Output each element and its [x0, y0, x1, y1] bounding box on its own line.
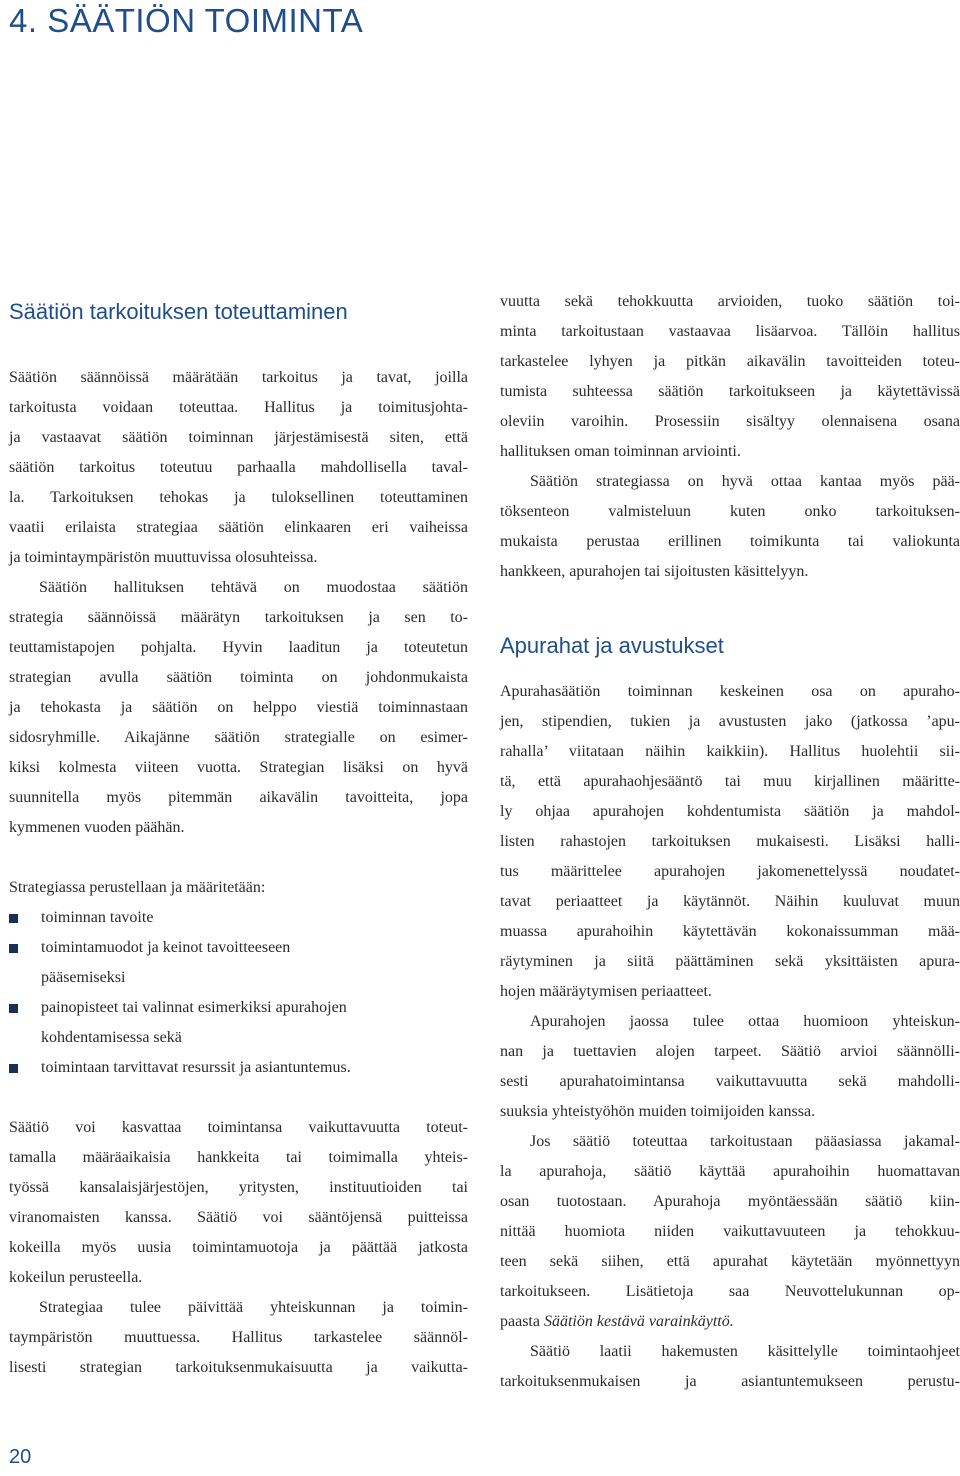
text-line: säätiön tarkoitus toteutuu parhaalla mahdollisella taval- — [9, 459, 468, 476]
text-line: rahalla’ viitataan näihin kaikkiin). Hallitus huolehtii sii- — [500, 743, 960, 760]
text-line: Säätiö voi kasvattaa toimintansa vaikuttavuutta toteut- — [9, 1119, 468, 1136]
text-line: teuttamistapojen pohjalta. Hyvin laaditun ja toteutetun — [9, 639, 468, 656]
text-line: tarkoitukseen. Lisätietoja saa Neuvottelukunnan op- — [500, 1283, 960, 1300]
section-heading: Apurahat ja avustukset — [500, 633, 724, 658]
bullet-square-icon — [9, 944, 18, 953]
text-line: sidosryhmille. Aikajänne säätiön strategialle on esimer- — [9, 729, 468, 746]
text-line: suuksia yhteistyöhön muiden toimijoiden kanssa. — [500, 1103, 816, 1120]
text-line — [500, 1307, 960, 1337]
text-line: tarkoituksenmukaisen ja asiantuntemukseen perustu- — [500, 1373, 960, 1390]
text-line: tumista suhteessa säätiön tarkoitukseen ja käytettävissä — [500, 383, 960, 400]
text-line: tarkoitusta voidaan toteuttaa. Hallitus ja toimitusjohta- — [9, 399, 468, 416]
text-line: ly ohjaa apurahojen kohdentumista säätiön ja mahdol- — [500, 803, 960, 820]
chapter-title: 4. SÄÄTIÖN TOIMINTA — [9, 2, 364, 39]
text-line: lisesti strategian tarkoituksenmukaisuutta ja vaikutta- — [9, 1359, 468, 1376]
text-line: la. Tarkoituksen tehokas ja tuloksellinen toteuttaminen — [9, 489, 468, 506]
text-line: Jos säätiö toteuttaa tarkoitustaan pääasiassa jakamal- — [530, 1133, 960, 1150]
text-line: nittää huomiota niiden vaikuttavuuteen ja tehokkuu- — [500, 1223, 960, 1240]
text-line: mukaista perustaa erillinen toimikunta tai valiokunta — [500, 533, 960, 550]
text-line: la apurahoja, säätiö käyttää apurahoihin huomattavan — [500, 1163, 960, 1180]
text-line: ja vastaavat säätiön toiminnan järjestämisestä siten, että — [9, 429, 468, 446]
list-item-text: pääsemiseksi — [41, 969, 126, 986]
text-line: Apurahojen jaossa tulee ottaa huomioon yhteiskun- — [530, 1013, 960, 1030]
bullet-list — [9, 903, 468, 1083]
text-line: kiksi kolmesta viiteen vuotta. Strategian lisäksi on hyvä — [9, 759, 468, 776]
paragraph — [9, 1293, 468, 1383]
list-item-text: toimintaan tarvittavat resurssit ja asiantuntemus. — [41, 1059, 351, 1076]
text-line: taympäristön muuttuessa. Hallitus tarkastelee säännöl- — [9, 1329, 468, 1346]
paragraph — [500, 677, 960, 1007]
text-line: minta tarkoitustaan vastaavaa lisäarvoa. Tällöin hallitus — [500, 323, 960, 340]
paragraph — [500, 1127, 960, 1337]
text-line: tä, että apurahaohjesääntö tai muu kirjallinen määritte- — [500, 773, 960, 790]
text-line: vuutta sekä tehokkuutta arvioiden, tuoko säätiön toi- — [500, 293, 960, 310]
text-line: listen rahastojen tarkoituksen mukaisesti. Lisäksi halli- — [500, 833, 960, 850]
paragraph — [500, 1007, 960, 1127]
text-line: hankkeen, apurahojen tai sijoitusten käsittelyyn. — [500, 563, 809, 580]
text-fragment: paasta — [500, 1313, 544, 1330]
paragraph — [500, 1337, 960, 1397]
text-line: Säätiö laatii hakemusten käsittelylle toimintaohjeet — [530, 1343, 960, 1360]
text-line: osan tuotostaan. Apurahoja myöntäessään säätiö kiin- — [500, 1193, 960, 1210]
text-line: tamalla määräaikaisia hankkeita tai toimimalla yhteis- — [9, 1149, 468, 1166]
text-line: tavat periaatteet ja käytännöt. Näihin kuuluvat muun — [500, 893, 960, 910]
text-line: Säätiön strategiassa on hyvä ottaa kantaa myös pää- — [530, 473, 960, 490]
text-line: räytyminen ja siitä päättäminen sekä yksittäisten apura- — [500, 953, 960, 970]
text-line: sesti apurahatoimintansa vaikuttavuutta sekä mahdolli- — [500, 1073, 960, 1090]
bullet-square-icon — [9, 1064, 18, 1073]
right-column — [500, 287, 960, 1397]
text-line: kokeilun perusteella. — [9, 1269, 143, 1286]
text-line: oleviin varoihin. Prosessiin sisältyy olennaisena osana — [500, 413, 960, 430]
text-line: Apurahasäätiön toiminnan keskeinen osa on apuraho- — [500, 683, 960, 700]
text-line: Säätiön säännöissä määrätään tarkoitus ja tavat, joilla — [9, 369, 468, 386]
list-item-text: kohdentamisessa sekä — [41, 1029, 182, 1046]
bullet-square-icon — [9, 914, 18, 923]
list-intro: Strategiassa perustellaan ja määritetään: — [9, 879, 266, 896]
text-line: nan ja tuettavien alojen tarpeet. Säätiö arvioi säännölli- — [500, 1043, 960, 1060]
list-item-text: toiminnan tavoite — [41, 909, 154, 926]
text-line: teen sekä siihen, että apurahat käytetään myönnettyyn — [500, 1253, 960, 1270]
paragraph — [9, 573, 468, 843]
text-line: vaatii erilaista strategiaa säätiön elinkaaren eri vaiheissa — [9, 519, 468, 536]
text-line: tarkastelee lyhyen ja pitkän aikavälin tavoitteiden toteu- — [500, 353, 960, 370]
text-line: viranomaisten kanssa. Säätiö voi sääntöjensä puitteissa — [9, 1209, 468, 1226]
paragraph — [500, 287, 960, 467]
paragraph — [9, 363, 468, 573]
section-heading: Säätiön tarkoituksen toteuttaminen — [9, 299, 348, 324]
text-line: kymmenen vuoden päähän. — [9, 819, 185, 836]
text-line: ja tehokasta ja säätiön on helppo viestiä toiminnastaan — [9, 699, 468, 716]
bullet-square-icon — [9, 1004, 18, 1013]
text-line: työssä kansalaisjärjestöjen, yritysten, instituutioiden tai — [9, 1179, 468, 1196]
page-number: 20 — [9, 1446, 32, 1468]
text-line: ja toimintaympäristön muuttuvissa olosuhteissa. — [9, 549, 318, 566]
text-line: Strategiaa tulee päivittää yhteiskunnan ja toimin- — [39, 1299, 468, 1316]
text-line: suunnitella myös pitemmän aikavälin tavoitteita, jopa — [9, 789, 468, 806]
left-column — [9, 295, 468, 1383]
publication-title: Säätiön kestävä varainkäyttö. — [543, 1313, 734, 1330]
paragraph — [9, 1113, 468, 1293]
list-item-text: painopisteet tai valinnat esimerkiksi apurahojen — [41, 999, 347, 1016]
text-line: hojen määräytymisen periaatteet. — [500, 983, 712, 1000]
text-line: muassa apurahoihin käytettävän kokonaissumman mää- — [500, 923, 960, 940]
list-item — [9, 933, 468, 993]
text-line: jen, stipendien, tukien ja avustusten jako (jatkossa ’apu- — [500, 713, 960, 730]
text-line: strategian avulla säätiön toiminta on johdonmukaista — [9, 669, 468, 686]
text-line: kokeilla myös uusia toimintamuotoja ja päättää jatkosta — [9, 1239, 468, 1256]
list-item — [9, 993, 468, 1053]
paragraph — [500, 467, 960, 587]
text-line: hallituksen oman toiminnan arviointi. — [500, 443, 741, 460]
list-item-text: toimintamuodot ja keinot tavoitteeseen — [41, 939, 291, 956]
text-line: strategia säännöissä määrätyn tarkoituksen ja sen to- — [9, 609, 468, 626]
text-line: Säätiön hallituksen tehtävä on muodostaa säätiön — [39, 579, 468, 596]
text-line: töksenteon valmisteluun kuten onko tarkoituksen- — [500, 503, 960, 520]
text-line: tus määrittelee apurahojen jakomenettelyssä noudatet- — [500, 863, 960, 880]
list-item — [9, 1053, 468, 1083]
list-item — [9, 903, 468, 933]
